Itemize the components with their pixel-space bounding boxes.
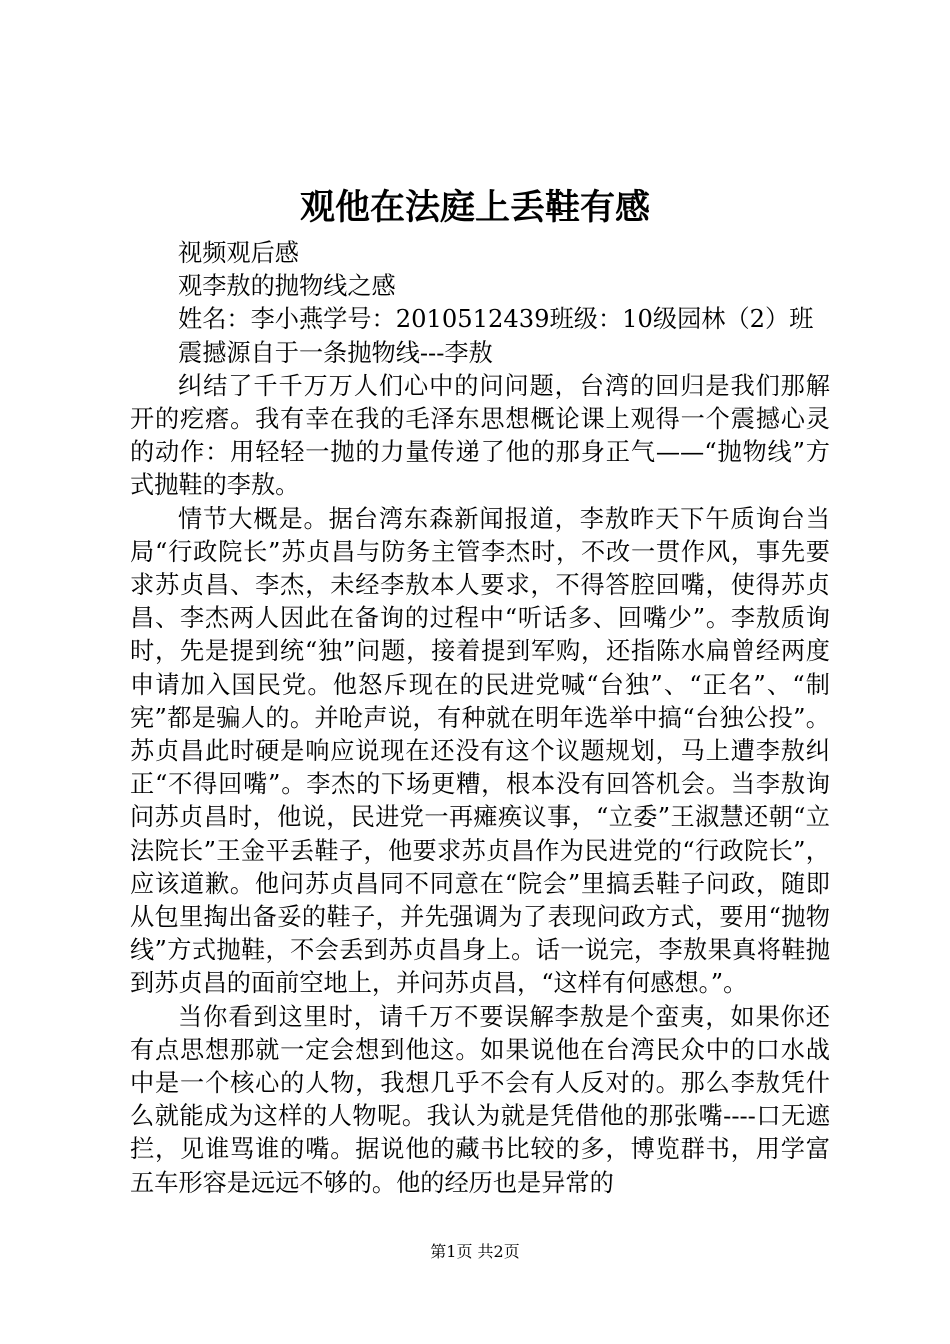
author-info-line: 姓名：李小燕学号：2010512439班级：10级园林（2）班 [178,305,814,334]
subtitle-parabola: 观李敖的抛物线之感 [178,272,396,301]
document-title: 观他在法庭上丢鞋有感 [299,187,650,228]
section-heading: 震撼源自于一条抛物线---李敖 [178,338,493,367]
subtitle-video-review: 视频观后感 [178,239,299,267]
document-body [130,237,830,1200]
paragraph: 纠结了千千万万人们心中的问问题，台湾的回归是我们那解开的疙瘩。我有幸在我的毛泽东思想概论课上观得一个震撼心灵的动作：用轻轻一抛的力量传递了他的那身正气——“抛物线”方式抛鞋的李敖。 [130,371,830,500]
paragraph: 当你看到这里时，请千万不要误解李敖是个蛮夷，如果你还有点思想那就一定会想到他这。如果说他在台湾民众中的口水战中是一个核心的人物，我想几乎不会有人反对的。那么李敖凭什么就能成为这样的人物呢。我认为就是凭借他的那张嘴----口无遮拦，见谁骂谁的嘴。据说他的藏书比较的多，博览群书，用学富五车形容是远远不够的。他的经历也是异常的 [130,1002,830,1197]
paragraph: 情节大概是。据台湾东森新闻报道，李敖昨天下午质询台当局“行政院长”苏贞昌与防务主管李杰时，不改一贯作风，事先要求苏贞昌、李杰，未经李敖本人要求，不得答腔回嘴，使得苏贞昌、李杰两人因此在备询的过程中“听话多、回嘴少”。李敖质询时，先是提到统“独”问题，接着提到军购，还指陈水扁曾经两度申请加入国民党。他怒斥现在的民进党喊“台独”、“正名”、“制宪”都是骗人的。并呛声说，有种就在明年选举中搞“台独公投”。苏贞昌此时硬是响应说现在还没有这个议题规划，马上遭李敖纠正“不得回嘴”。李杰的下场更糟，根本没有回答机会。当李敖询问苏贞昌时，他说，民进党一再瘫痪议事，“立委”王淑慧还朝“立法院长”王金平丢鞋子，他要求苏贞昌作为民进党的“行政院长”，应该道歉。他问苏贞昌同不同意在“院会”里搞丢鞋子问政，随即从包里掏出备妥的鞋子，并先强调为了表现问政方式，要用“抛物线”方式抛鞋，不会丢到苏贞昌身上。话一说完，李敖果真将鞋抛到苏贞昌的面前空地上，并问苏贞昌，“这样有何感想。”。 [130,504,830,998]
page-number-footer: 第1页 共2页 [430,1242,520,1261]
